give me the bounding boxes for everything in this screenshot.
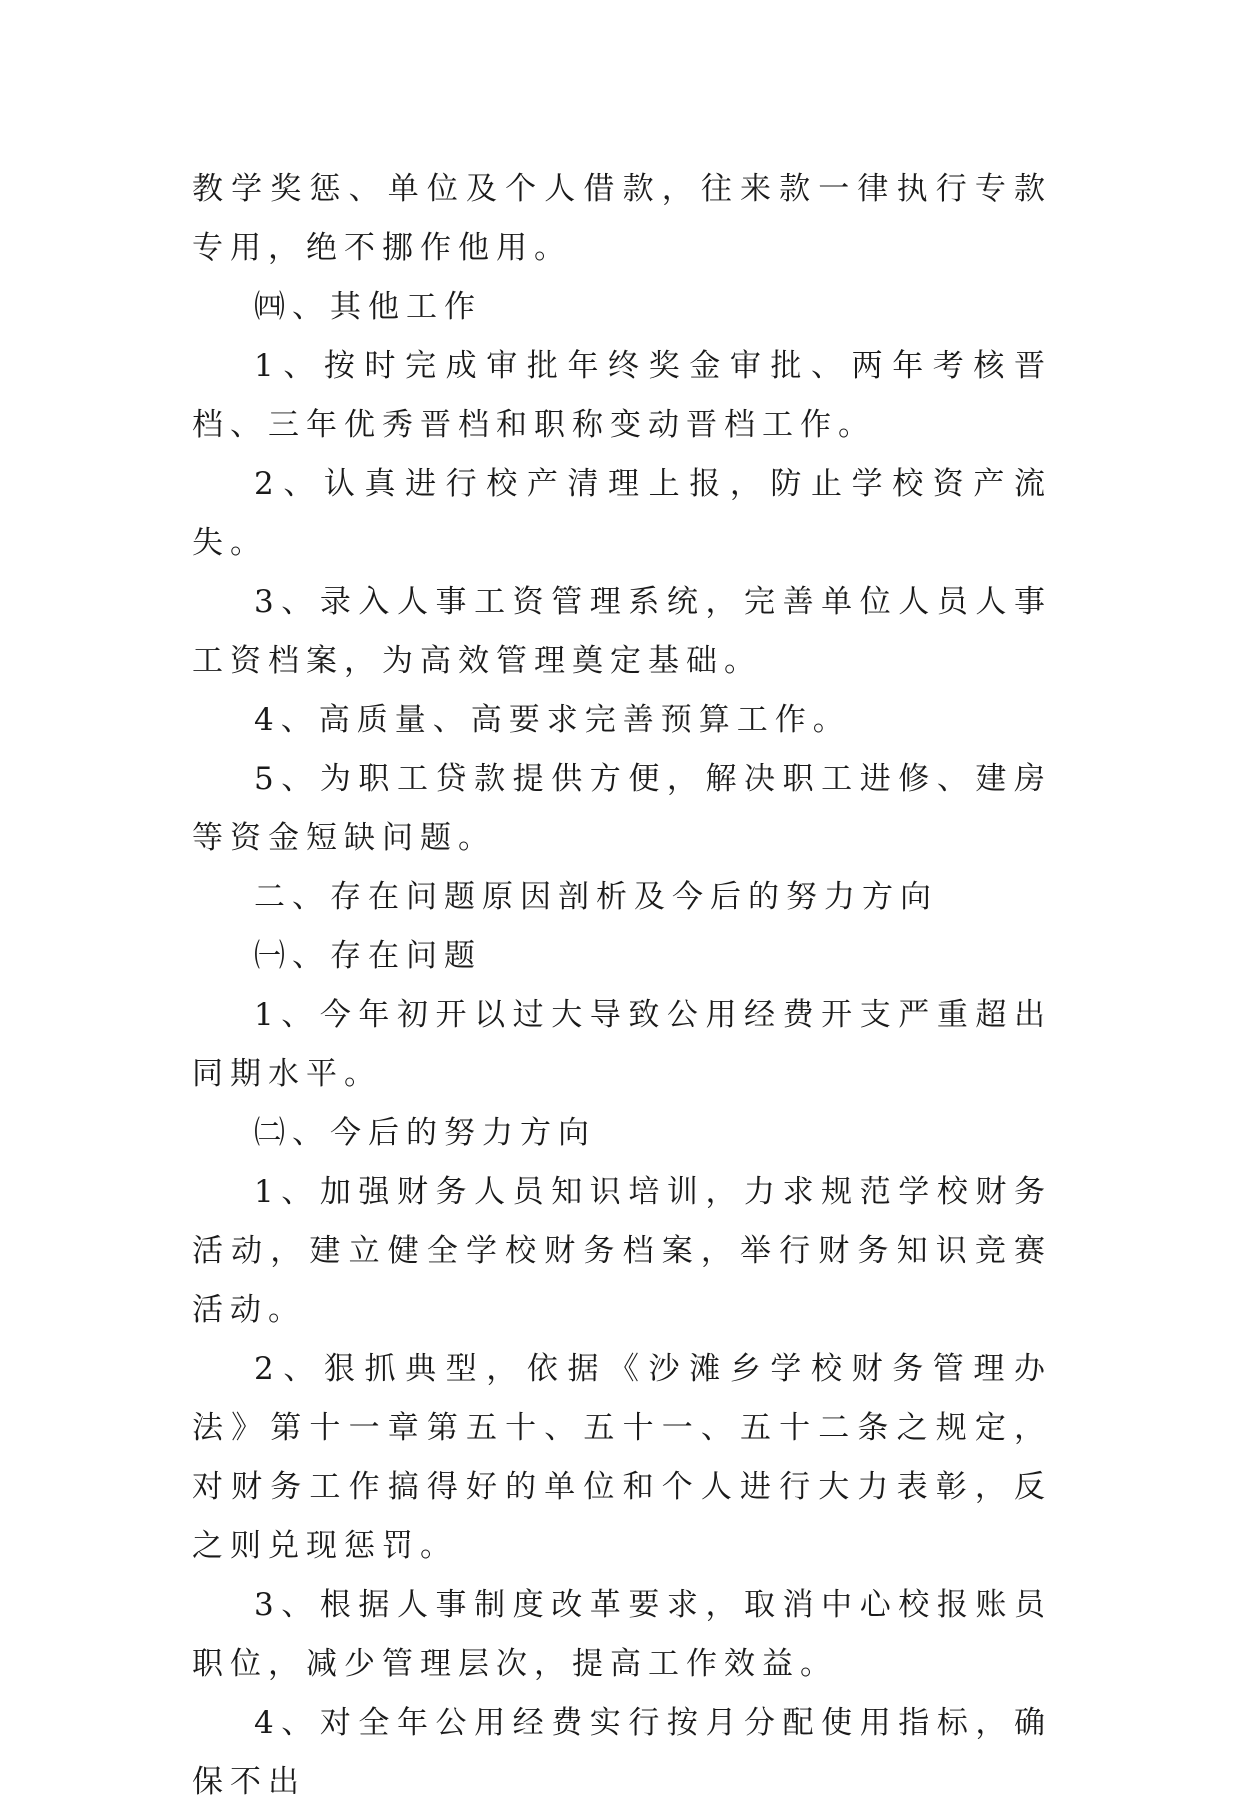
paragraph-direction-4: 4、对全年公用经费实行按月分配使用指标，确保不出 bbox=[192, 1705, 1052, 1800]
paragraph-continuation: 教学奖惩、单位及个人借款，往来款一律执行专款专用，绝不挪作他用。 bbox=[192, 171, 1052, 266]
heading-other-work: ㈣、其他工作 bbox=[254, 289, 482, 325]
paragraph-direction-2: 2、狠抓典型，依据《沙滩乡学校财务管理办法》第十一章第五十、五十一、五十二条之规定，对财务工作搞得好的单位和个人进行大力表彰，反之则兑现惩罚。 bbox=[192, 1351, 1052, 1564]
paragraph-problem-1: 1、今年初开以过大导致公用经费开支严重超出同期水平。 bbox=[192, 997, 1052, 1092]
subheading-future-direction: ㈡、今后的努力方向 bbox=[254, 1115, 596, 1151]
document-body bbox=[192, 160, 1052, 1812]
paragraph-item-5: 5、为职工贷款提供方便，解决职工进修、建房等资金短缺问题。 bbox=[192, 761, 1052, 856]
paragraph-item-4: 4、高质量、高要求完善预算工作。 bbox=[254, 702, 851, 738]
paragraph-direction-1: 1、加强财务人员知识培训，力求规范学校财务活动，建立健全学校财务档案，举行财务知识竞赛活动。 bbox=[192, 1174, 1052, 1328]
section-heading-problems: 二、存在问题原因剖析及今后的努力方向 bbox=[254, 879, 938, 915]
paragraph-item-1: 1、按时完成审批年终奖金审批、两年考核晋档、三年优秀晋档和职称变动晋档工作。 bbox=[192, 348, 1052, 443]
paragraph-item-2: 2、认真进行校产清理上报，防止学校资产流失。 bbox=[192, 466, 1052, 561]
paragraph-direction-3: 3、根据人事制度改革要求，取消中心校报账员职位，减少管理层次，提高工作效益。 bbox=[192, 1587, 1052, 1682]
subheading-existing-problems: ㈠、存在问题 bbox=[254, 938, 482, 974]
paragraph-item-3: 3、录入人事工资管理系统，完善单位人员人事工资档案，为高效管理奠定基础。 bbox=[192, 584, 1052, 679]
